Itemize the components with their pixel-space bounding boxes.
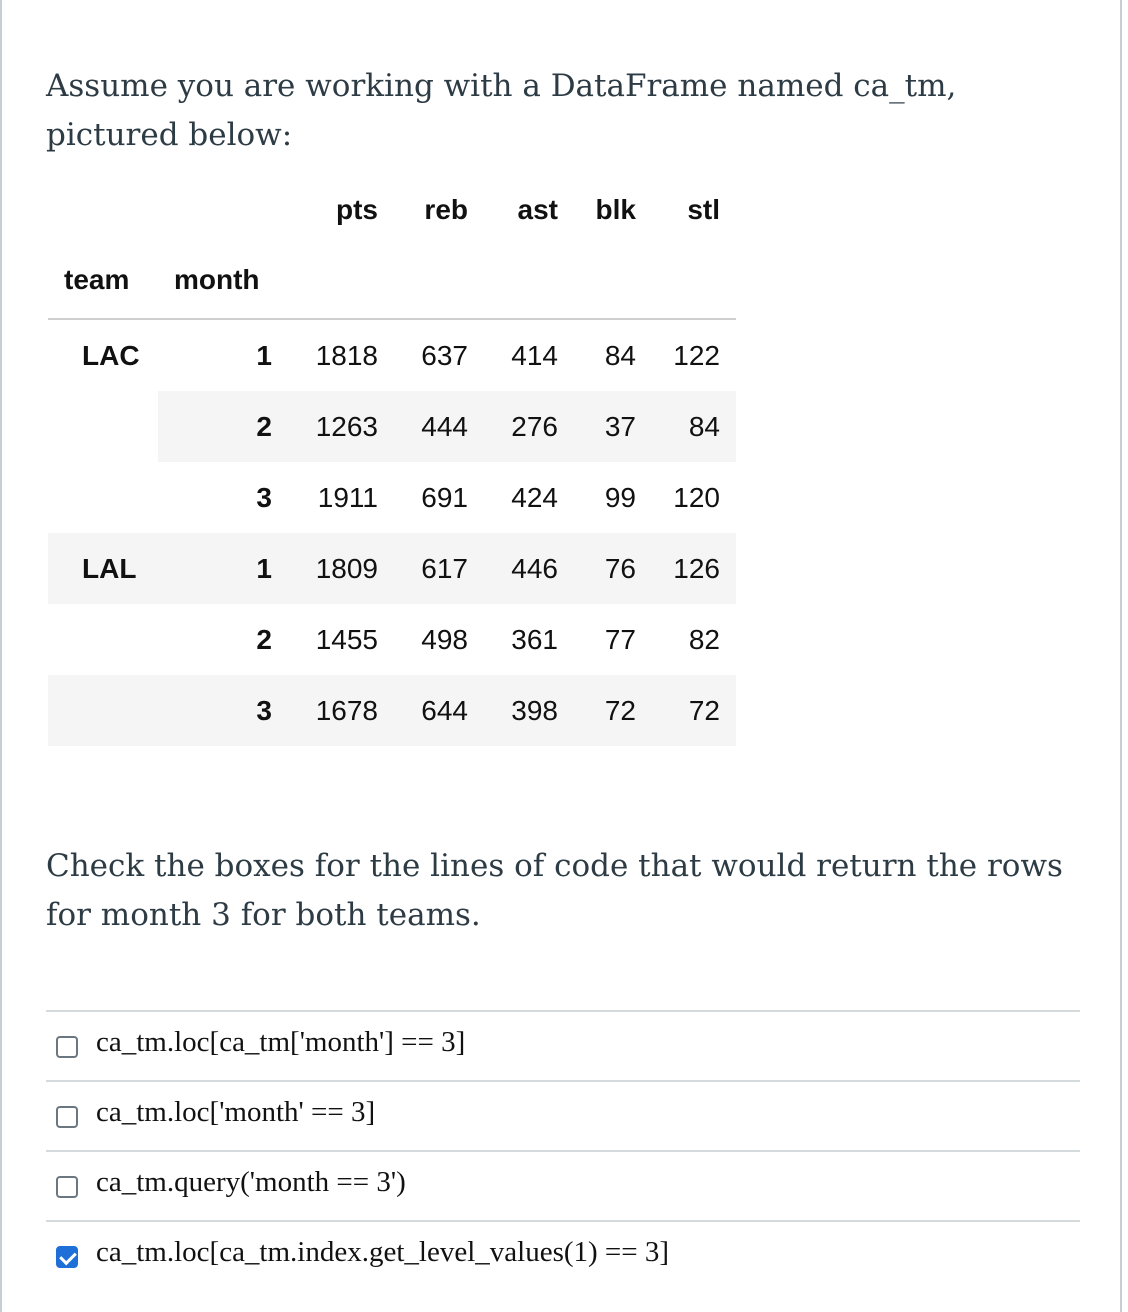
cell-stl: 122 bbox=[673, 340, 720, 371]
team-label: LAC bbox=[82, 340, 140, 371]
cell-pts: 1455 bbox=[315, 624, 378, 655]
intro-text: Assume you are working with a DataFrame named ca_tm, pictured below: bbox=[46, 68, 957, 153]
column-header-pts: pts bbox=[336, 194, 378, 225]
cell-pts: 1818 bbox=[315, 340, 378, 371]
cell-ast: 398 bbox=[511, 695, 558, 726]
table-row bbox=[48, 391, 736, 462]
cell-reb: 637 bbox=[421, 340, 468, 371]
answer-option-4[interactable] bbox=[46, 1222, 1080, 1290]
cell-blk: 77 bbox=[604, 624, 636, 655]
table-header bbox=[48, 180, 736, 320]
index-header-month: month bbox=[174, 264, 260, 295]
column-header-reb: reb bbox=[424, 194, 468, 225]
column-header-blk: blk bbox=[595, 194, 636, 225]
answer-label-3[interactable]: ca_tm.query('month == 3') bbox=[96, 1166, 406, 1198]
cell-ast: 446 bbox=[511, 553, 558, 584]
month-label: 2 bbox=[256, 411, 272, 442]
answer-label-1[interactable]: ca_tm.loc[ca_tm['month'] == 3] bbox=[96, 1026, 466, 1058]
table-row bbox=[48, 320, 736, 391]
checkbox-3[interactable] bbox=[56, 1176, 78, 1198]
answer-option-2[interactable] bbox=[46, 1082, 1080, 1152]
checkmark-icon bbox=[59, 1248, 77, 1266]
answer-label-2[interactable]: ca_tm.loc['month' == 3] bbox=[96, 1096, 376, 1128]
table-row bbox=[48, 675, 736, 746]
checkbox-4[interactable] bbox=[56, 1246, 78, 1268]
cell-blk: 84 bbox=[604, 340, 636, 371]
checkbox-1[interactable] bbox=[56, 1036, 78, 1058]
cell-stl: 72 bbox=[688, 695, 720, 726]
cell-reb: 644 bbox=[421, 695, 468, 726]
answer-label-4[interactable]: ca_tm.loc[ca_tm.index.get_level_values(1) == 3] bbox=[96, 1236, 670, 1268]
answer-option-1[interactable] bbox=[46, 1012, 1080, 1082]
cell-reb: 444 bbox=[421, 411, 468, 442]
cell-stl: 126 bbox=[673, 553, 720, 584]
cell-pts: 1678 bbox=[315, 695, 378, 726]
team-label: LAL bbox=[82, 553, 137, 584]
cell-stl: 82 bbox=[688, 624, 720, 655]
column-header-stl: stl bbox=[687, 194, 720, 225]
cell-stl: 84 bbox=[688, 411, 720, 442]
cell-blk: 76 bbox=[604, 553, 636, 584]
cell-pts: 1809 bbox=[315, 553, 378, 584]
month-label: 1 bbox=[256, 553, 272, 584]
index-header-team: team bbox=[64, 264, 130, 295]
cell-pts: 1911 bbox=[317, 482, 378, 513]
cell-ast: 414 bbox=[511, 340, 558, 371]
cell-blk: 72 bbox=[604, 695, 636, 726]
cell-ast: 424 bbox=[511, 482, 558, 513]
cell-reb: 691 bbox=[421, 482, 468, 513]
table-row bbox=[48, 462, 736, 533]
question-text: Check the boxes for the lines of code that would return the rows for month 3 for both teams. bbox=[46, 848, 1063, 933]
cell-stl: 120 bbox=[673, 482, 720, 513]
cell-blk: 99 bbox=[604, 482, 636, 513]
table-row bbox=[48, 604, 736, 675]
cell-ast: 361 bbox=[511, 624, 558, 655]
month-label: 1 bbox=[256, 340, 272, 371]
cell-reb: 617 bbox=[421, 553, 468, 584]
cell-reb: 498 bbox=[421, 624, 468, 655]
cell-blk: 37 bbox=[604, 411, 636, 442]
answer-option-3[interactable] bbox=[46, 1152, 1080, 1222]
month-label: 3 bbox=[256, 695, 272, 726]
cell-pts: 1263 bbox=[315, 411, 378, 442]
month-label: 3 bbox=[256, 482, 272, 513]
answer-list bbox=[46, 1010, 1080, 1290]
column-header-ast: ast bbox=[517, 194, 558, 225]
dataframe-table bbox=[48, 180, 736, 746]
table-row bbox=[48, 533, 736, 604]
checkbox-2[interactable] bbox=[56, 1106, 78, 1128]
cell-ast: 276 bbox=[511, 411, 558, 442]
month-label: 2 bbox=[256, 624, 272, 655]
